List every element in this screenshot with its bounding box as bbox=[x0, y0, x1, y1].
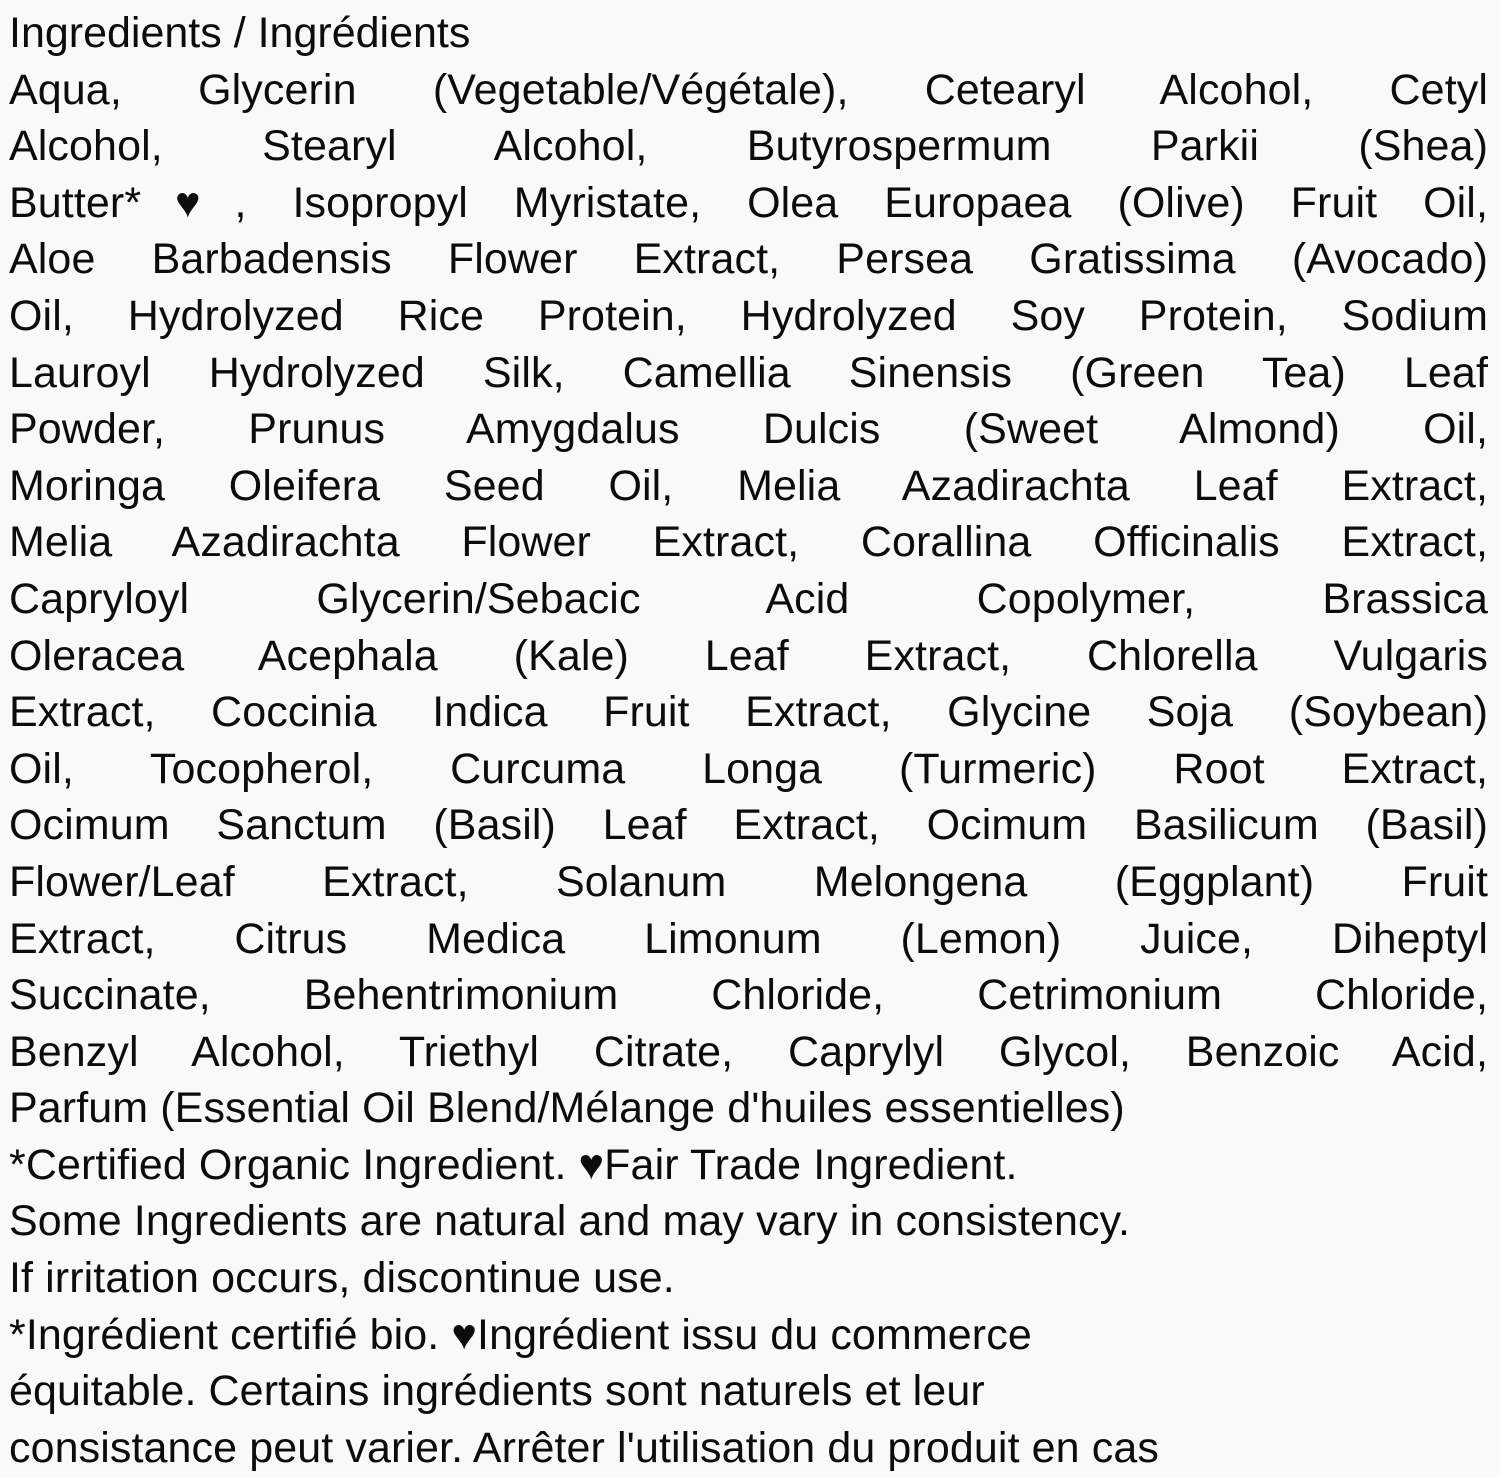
ingredients-heading: Ingredients / Ingrédients bbox=[9, 9, 471, 57]
french-footnotes bbox=[9, 1307, 1488, 1477]
footnote-line-irritation-warning: If irritation occurs, discontinue use. bbox=[9, 1254, 675, 1303]
ingredients-line: Benzyl Alcohol, Triethyl Citrate, Caprylyl Glycol, Benzoic Acid, bbox=[9, 1027, 1488, 1076]
ingredients-line: Succinate, Behentrimonium Chloride, Cetrimonium Chloride, bbox=[9, 971, 1488, 1020]
ingredients-line: Lauroyl Hydrolyzed Silk, Camellia Sinensis (Green Tea) Leaf bbox=[9, 348, 1488, 397]
ingredients-line: Oil, Tocopherol, Curcuma Longa (Turmeric) Root Extract, bbox=[9, 744, 1488, 793]
footnote-fr-line: *Ingrédient certifié bio. ♥Ingrédient issu du commerce bbox=[9, 1310, 1032, 1359]
footnote-line-natural-variance: Some Ingredients are natural and may vary in consistency. bbox=[9, 1197, 1131, 1246]
ingredients-line: Melia Azadirachta Flower Extract, Corallina Officinalis Extract, bbox=[9, 518, 1488, 567]
ingredients-line: Moringa Oleifera Seed Oil, Melia Azadirachta Leaf Extract, bbox=[9, 461, 1488, 510]
ingredients-line: Capryloyl Glycerin/Sebacic Acid Copolymer, Brassica bbox=[9, 574, 1488, 623]
ingredients-line: Alcohol, Stearyl Alcohol, Butyrospermum Parkii (Shea) bbox=[9, 122, 1488, 171]
ingredients-line-last: Parfum (Essential Oil Blend/Mélange d'huiles essentielles) bbox=[9, 1084, 1125, 1133]
footnote-fr-line: équitable. Certains ingrédients sont naturels et leur bbox=[9, 1367, 985, 1416]
footnote-fr-line: consistance peut varier. Arrêter l'utilisation du produit en cas bbox=[9, 1423, 1159, 1472]
ingredients-line: Aqua, Glycerin (Vegetable/Végétale), Cetearyl Alcohol, Cetyl bbox=[9, 65, 1488, 114]
ingredients-line: Oleracea Acephala (Kale) Leaf Extract, Chlorella Vulgaris bbox=[9, 631, 1488, 680]
ingredients-paragraph bbox=[9, 62, 1488, 1137]
english-footnotes bbox=[9, 1137, 1488, 1307]
ingredients-line: Butter*♥, Isopropyl Myristate, Olea Europaea (Olive) Fruit Oil, bbox=[9, 178, 1488, 227]
ingredients-line: Extract, Coccinia Indica Fruit Extract, Glycine Soja (Soybean) bbox=[9, 688, 1488, 737]
footnote-line-symbol-legend: *Certified Organic Ingredient. ♥Fair Trade Ingredient. bbox=[9, 1140, 1018, 1189]
ingredients-line: Powder, Prunus Amygdalus Dulcis (Sweet Almond) Oil, bbox=[9, 405, 1488, 454]
ingredients-line: Aloe Barbadensis Flower Extract, Persea Gratissima (Avocado) bbox=[9, 235, 1488, 284]
ingredients-line: Ocimum Sanctum (Basil) Leaf Extract, Ocimum Basilicum (Basil) bbox=[9, 801, 1488, 850]
ingredients-line: Flower/Leaf Extract, Solanum Melongena (Eggplant) Fruit bbox=[9, 857, 1488, 906]
ingredients-line: Oil, Hydrolyzed Rice Protein, Hydrolyzed Soy Protein, Sodium bbox=[9, 291, 1488, 340]
ingredients-line: Extract, Citrus Medica Limonum (Lemon) Juice, Diheptyl bbox=[9, 914, 1488, 963]
